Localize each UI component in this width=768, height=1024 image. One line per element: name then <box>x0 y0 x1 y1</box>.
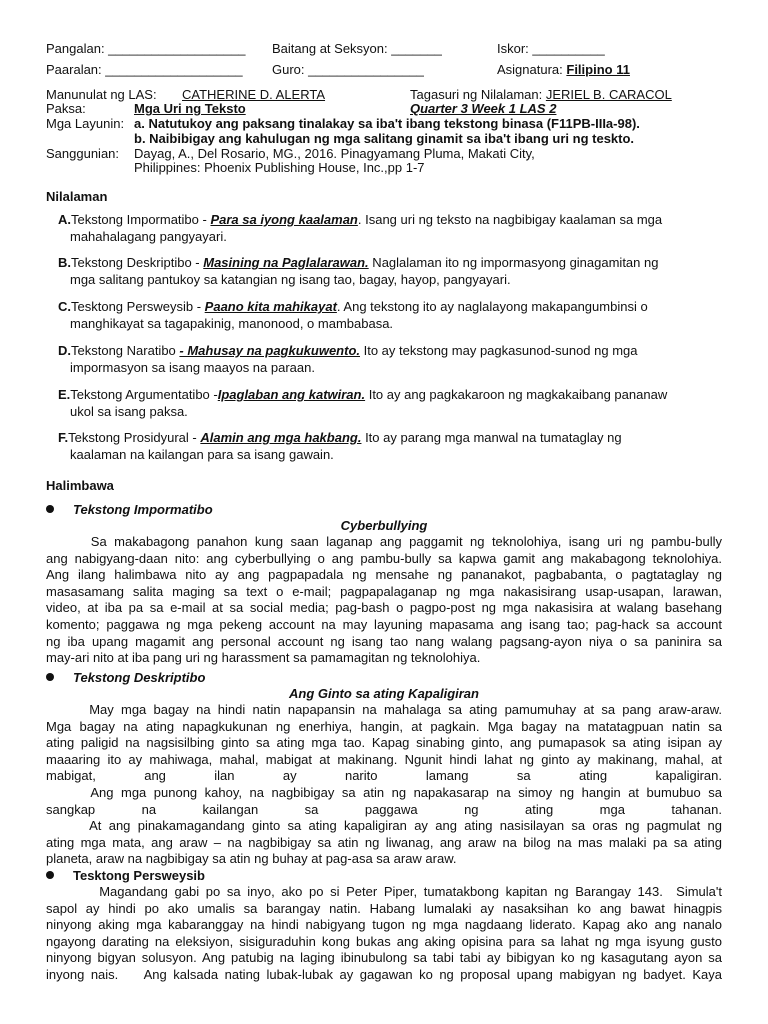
item-name: Tekstong Argumentatibo - <box>70 387 218 402</box>
item-letter: F. <box>58 430 69 445</box>
item-description: . Isang uri ng teksto na nagbibigay kaalaman sa mga <box>357 212 663 227</box>
nilalaman-item <box>58 255 722 288</box>
item-letter: C. <box>58 299 71 314</box>
item-description: . Ang tekstong ito ay naglalayong makapangumbinsi o <box>336 299 648 314</box>
paragraph-line: Ang mga punong kahoy, na nagbibigay sa atin ng napakasarap na simoy ng hangin at bumubuo sa <box>46 784 722 800</box>
paragraph-line: ngayong darating na eleksiyon, sisiguraduhin kong bukas ang aking opisina para sa lahat ng mga isyung gusto <box>46 933 722 949</box>
sanggunian-line-1: Dayag, A., Del Rosario, MG., 2016. Pinagyamang Pluma, Makati City, <box>134 146 535 161</box>
item-name: Tekstong Prosidyural - <box>68 430 201 445</box>
quarter-label: Quarter 3 Week 1 LAS 2 <box>410 101 557 116</box>
paragraph-line: maaaring ito ay mahiwaga, mahal, mabigat at makinang. Ngunit hindi lahat ng ginto ay makinang, mahal, at <box>46 751 722 767</box>
paragraph-line: Magandang gabi po sa inyo, ako po si Peter Piper, tumatakbong kapitan ng Barangay 143. Simula't <box>46 884 722 899</box>
item-name: Tekstong Impormatibo - <box>71 212 211 227</box>
paragraph-line: ninyong aking mga kabaranggay na hindi nabigyang tugon ng mga nagdaang liderato. Kapag ako ang nanalo <box>46 917 722 933</box>
tagasuri-field <box>410 87 672 102</box>
cyberbullying-paragraph <box>46 534 722 667</box>
section-heading-deskriptibo: Tekstong Deskriptibo <box>73 670 206 685</box>
item-letter: E. <box>58 387 71 402</box>
paragraph-line: ang nabigyang-daan nito: ang cyberbullying o ang pambu-bully sa kapwa gamit ang makabagong teknolohiya. <box>46 550 722 566</box>
item-description: Ito ay tekstong may pagkasunod-sunod ng mga <box>360 343 638 358</box>
nilalaman-item <box>58 387 722 420</box>
item-continuation: mga salitang pantukoy sa katangian ng isang tao, bagay, hayop, pangyayari. <box>70 271 511 287</box>
nilalaman-item <box>58 212 722 245</box>
pangalan-field: Pangalan: ___________________ <box>46 41 246 56</box>
item-continuation: kaalaman na kailangan para sa isang gawain. <box>70 446 334 462</box>
item-key-phrase: Masining na Paglalarawan. <box>203 255 369 270</box>
layunin-b: b. Naibibigay ang kahulugan ng mga salitang ginamit sa iba't ibang uri ng teskto. <box>134 131 635 146</box>
paragraph-line: ating paligid na nagsisilbing ginto sa ating mga tao. Kapag sinabing ginto, ang pumapasok sa ating isipan ay <box>46 735 722 751</box>
item-letter: D. <box>58 343 71 358</box>
item-key-phrase: Para sa iyong kaalaman <box>210 212 358 227</box>
item-name: Tekstong Naratibo <box>71 343 180 358</box>
paragraph-line: may-ari nito at iba pang uri ng harassment sa pamamagitan ng teknolohiya. <box>46 650 481 666</box>
guro-field: Guro: ________________ <box>272 62 424 77</box>
nilalaman-item <box>58 430 722 463</box>
sanggunian-line-2: Philippines: Phoenix Publishing House, Inc.,pp 1-7 <box>134 160 425 175</box>
bullet-icon <box>46 871 54 879</box>
section-heading-persweysib: Tesktong Persweysib <box>73 868 205 883</box>
paragraph-line: Mga bagay na ating napagkukunan ng enerhiya, hangin, at pagkain. Mga bagay na matatagpuan natin sa <box>46 718 722 734</box>
paragraph-line: ng iba upang magamit ang personal account ng isang tao nang walang pagsang-ayon niya o sa paninira sa <box>46 633 722 649</box>
paragraph-line: May mga bagay na hindi natin napapansin na mahalaga sa ating pamumuhay at sa pang araw-araw. <box>46 702 722 717</box>
item-description: Ito ay ang pagkakaroon ng magkakaibang pananaw <box>365 387 668 402</box>
baitang-field: Baitang at Seksyon: _______ <box>272 41 442 56</box>
paragraph-line: ninyong bigyan solusyon. Ang patubig na laging ibinubulong sa tabi tabi ay bibigyan ko ng kasagutang ayon sa <box>46 950 722 966</box>
item-continuation: manghikayat sa tagapakinig, manonood, o mambabasa. <box>70 315 394 331</box>
nilalaman-heading: Nilalaman <box>46 189 108 204</box>
halimbawa-heading: Halimbawa <box>46 478 114 493</box>
nilalaman-item <box>58 343 722 376</box>
item-key-phrase: Ipaglaban ang katwiran. <box>217 387 366 402</box>
item-continuation: mahahalagang pangyayari. <box>70 228 227 244</box>
asignatura-field <box>497 62 630 77</box>
item-description: Naglalaman ito ng impormasyong ginagamitan ng <box>368 255 659 270</box>
layunin-a: a. Natutukoy ang paksang tinalakay sa iba't ibang tekstong binasa (F11PB-IIIa-98). <box>134 116 640 131</box>
item-key-phrase: Alamin ang mga hakbang. <box>200 430 362 445</box>
paragraph-line: komento; paggawa ng mga pekeng account na may layuning mapasama ang isang tao; pag-hack sa account <box>46 616 722 632</box>
manunulat-value: CATHERINE D. ALERTA <box>182 87 326 102</box>
item-key-phrase: Paano kita mahikayat <box>204 299 337 314</box>
item-description: Ito ay parang mga manwal na tumataglay ng <box>361 430 622 445</box>
item-key-phrase: - Mahusay na pagkukuwento. <box>179 343 360 358</box>
paksa-label: Paksa: <box>46 101 86 116</box>
item-continuation: ukol sa isang paksa. <box>70 403 188 419</box>
manunulat-label: Manunulat ng LAS: <box>46 87 157 102</box>
iskor-field: Iskor: __________ <box>497 41 605 56</box>
tagasuri-label: Tagasuri ng Nilalaman: <box>410 87 543 102</box>
persweysib-paragraph <box>46 884 722 984</box>
paaralan-field: Paaralan: ___________________ <box>46 62 243 77</box>
paragraph-line: planeta, araw na nagbibigay sa atin ng buhay at pag-asa sa araw araw. <box>46 851 457 867</box>
item-letter: B. <box>58 255 71 270</box>
bullet-icon <box>46 673 54 681</box>
bullet-icon <box>46 505 54 513</box>
item-name: Tekstong Deskriptibo - <box>71 255 204 270</box>
nilalaman-item <box>58 299 722 332</box>
asignatura-value: Filipino 11 <box>566 62 630 77</box>
item-name: Tesktong Persweysib - <box>71 299 205 314</box>
cyberbullying-title: Cyberbullying <box>340 518 428 533</box>
paragraph-line: masasamang salita maging sa text o e-mail; pagpapalaganap ng mga nakasisirang usap-usapan, larawan, <box>46 583 722 599</box>
paragraph-line: sapol ay hindi po ako umalis sa barangay natin. Habang lumalaki ay nasaksihan ko ang bawat hinagpis <box>46 900 722 916</box>
item-continuation: impormasyon sa isang maayos na paraan. <box>70 359 315 375</box>
sanggunian-label: Sanggunian: <box>46 146 120 161</box>
paragraph-line: At ang pinakamagandang ginto sa ating kapaligiran ay ang ating nasisilayan sa oras ng pagmulat ng <box>46 818 722 834</box>
layunin-label: Mga Layunin: <box>46 116 125 131</box>
paragraph-line: mabigat, ang ilan ay narito lamang sa ating kapaligiran. <box>46 768 722 784</box>
ginto-title: Ang Ginto sa ating Kapaligiran <box>289 686 479 701</box>
tagasuri-value: JERIEL B. CARACOL <box>545 87 672 102</box>
item-letter: A. <box>58 212 71 227</box>
paragraph-line: sangkap na kailangan sa paggawa ng ating mga tahanan. <box>46 801 722 817</box>
paragraph-line: Ang ilang halimbawa nito ay ang pagpapadala ng mensahe ng pananakot, pagbabanta, o pagtataglay ng <box>46 567 722 583</box>
paragraph-line: inyong nais. Ang kalsada nating lubak-lubak ay gagawan ko ng proposal upang mabigyan ng badyet. Kaya <box>46 966 722 982</box>
asignatura-label: Asignatura: <box>497 62 567 77</box>
paragraph-line: ating mga mata, ang araw – na nagbibigay sa atin ng liwanag, ang araw na bilog na mas malaki pa sa ating <box>46 834 722 850</box>
section-heading-impormatibo: Tekstong Impormatibo <box>73 502 213 517</box>
paragraph-line: video, at iba pa sa e-mail at sa social media; pag-bash o pagpo-post ng mga nakasisira at walang basehang <box>46 600 722 616</box>
ginto-paragraph <box>46 702 722 868</box>
paragraph-line: Sa makabagong panahon kung saan laganap ang paggamit ng teknolohiya, isang uri ng pambu-bully <box>46 534 722 549</box>
paksa-value: Mga Uri ng Teksto <box>134 101 246 116</box>
